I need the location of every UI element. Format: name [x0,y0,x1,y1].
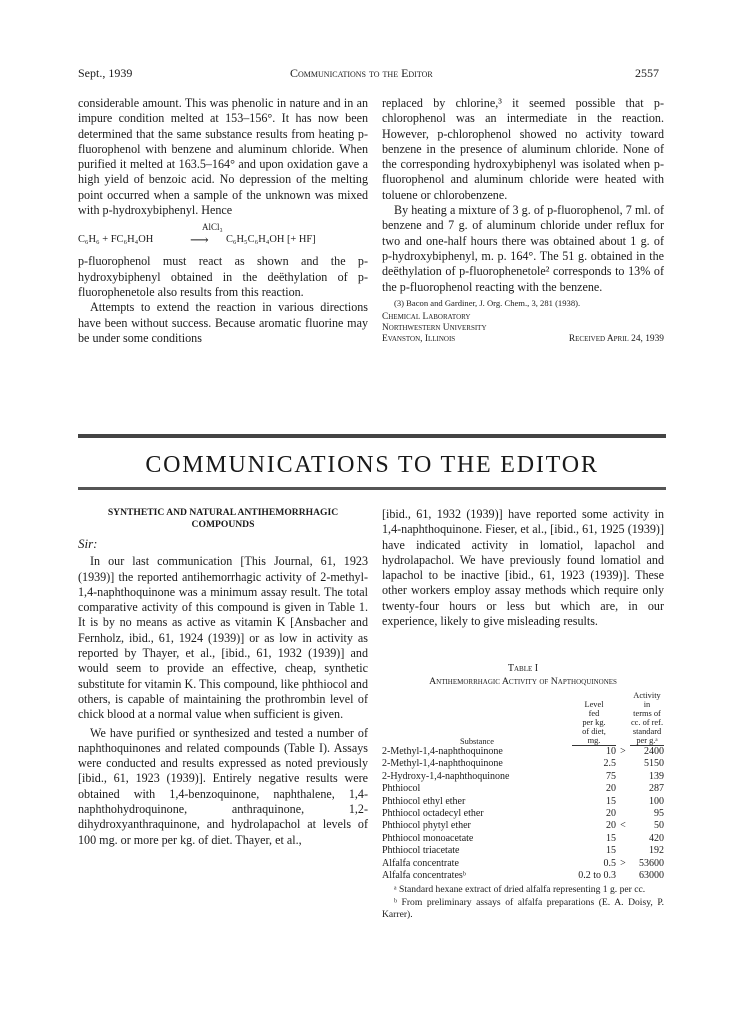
article-paragraph-1: In our last communication [This Journal, 61, 1923 (1939)] the reported antihemorrhagic activity of 2-methyl-1,4-naphthoquinone was a minimum assay result. The total comparative activity of this compound is given in Table 1. It is by no means as active as vitamin K [Ansbacher and Fernholz, ibid., 61, 1924 (1939)] or as low in activity as reported by Thayer, et al., [ibid., 61, 1932 (1939)] and would seem to provide an effective, cheap, synthetic substitute for vitamin K. This compound, like phthiocol and others, is capable of maintaining the prothrombin level of chick blood at a normal value when sufficient is given. [78,554,368,722]
data-table [382,691,664,882]
table-cell-substance: Alfalfa concentratesᵇ [382,870,466,882]
table-cell-level: 15 [606,832,616,844]
table-cell-level: 15 [606,845,616,857]
table-cell-operator: > [620,857,626,869]
prev-article-right-column [382,96,664,346]
table-cell-activity: 287 [649,783,664,795]
table-cell-operator [616,783,630,795]
reaction-equation [78,220,368,254]
article-title-line-2: COMPOUNDS [191,518,255,530]
table-title: Antihemorrhagic Activity of Napthoquinones [429,676,617,687]
prev-paragraph-4: replaced by chlorine,³ it seemed possible that p-chlorophenol was an intermediate in the reaction. However, p-chlorophenol showed no activity toward benzene in the presence of aluminum chloride. None of the corresponding hydroxybiphenyl was isolated when p-fluorophenol and aluminum chloride were heated with toluene or chlorobenzene. [382,96,664,202]
table-cell-level: 15 [606,795,616,807]
affiliation-line-3: Evanston, Illinois [382,333,456,344]
activity-header-line: terms of [633,709,661,718]
table-row [382,758,664,770]
table-footnote-b: ᵇ From preliminary assays of alfalfa preparations (E. A. Doisy, P. Karrer). [382,896,664,921]
table-cell-level: 0.5 [603,857,616,869]
article-right-column [382,507,664,629]
table-cell-substance: Phthiocol octadecyl ether [382,808,484,820]
section-title: COMMUNICATIONS TO THE EDITOR [145,452,599,478]
table-cell-operator [616,796,630,808]
header-date: Sept., 1939 [78,66,133,80]
level-header-line: Level [584,700,604,709]
table-cell-substance: 2-Methyl-1,4-naphthoquinone [382,746,503,757]
article-paragraph-2: We have purified or synthesized and tested a number of naphthoquinones and related compounds (Table I). Assays were conducted and results expressed as noted previously [ibid., 61, 1923 (1939)]. Entirely negative results were obtained with 1,4-benzoquinone, naphthalene, 1,4-naphthohydroquinone, anthraquinone, 1,2-dihydroxyanthraquinone, and hydrolapachol at levels of 100 mg. or more per kg. of diet. Thayer, et al., [78,725,368,847]
article-title [78,507,368,530]
table-row [382,870,664,882]
table-cell-activity: 420 [649,832,664,844]
table-cell-activity: 139 [649,770,664,782]
equation-products: C₆H₅C₆H₄OH [+ HF] [226,234,316,246]
table-cell-substance: Phthiocol monoacetate [382,832,474,844]
table-cell-level: 20 [606,820,616,832]
activity-header-line: per g.ᵃ [630,736,664,746]
table-footnote-a: ᵃ Standard hexane extract of dried alfalfa representing 1 g. per cc. [394,884,646,896]
activity-header-line: standard [632,727,662,736]
level-header-line: fed [588,709,600,718]
table-cell-activity: 5150 [644,758,664,770]
column-header-activity [630,691,664,746]
table-header-row [382,691,664,746]
table-cell-substance: 2-Hydroxy-1,4-naphthoquinone [382,770,510,782]
column-header-level [572,691,616,746]
table-cell-activity: 192 [649,845,664,857]
table-cell-operator [616,758,630,770]
article-title-line-1: SYNTHETIC AND NATURAL ANTIHEMORRHAGIC [107,507,339,518]
table-cell-activity: 95 [654,808,664,820]
table-cell-level: 10 [606,746,616,757]
table-row [382,808,664,820]
table-row [382,796,664,808]
article-left-column [78,507,368,848]
column-header-substance [382,691,572,746]
activity-header-line: cc. of ref. [630,718,664,727]
table-cell-activity: 63000 [639,870,664,882]
prev-paragraph-1: considerable amount. This was phenolic in nature and in an impure condition melted at 153–156°. It has now been determined that the same substance results from heating p-fluorophenol with benzene and aluminum chloride. When purified it melted at 163.5–164° and upon oxidation gave a high yield of benzoic acid. No depression of the melting point occurred when a sample of the unknown was mixed with p-hydroxybiphenyl. Hence [78,96,368,218]
table-row [382,820,664,832]
table-label: Table I [507,663,539,674]
table-cell-operator [616,808,630,820]
table-cell-substance: Phthiocol ethyl ether [382,795,466,807]
prev-footnote: (3) Bacon and Gardiner, J. Org. Chem., 3, 281 (1938). [394,297,581,308]
table-cell-activity: 50 [654,820,664,832]
level-header-line: per kg. [582,718,606,727]
table-cell-substance: Phthiocol triacetate [382,845,460,857]
table-cell-operator [616,833,630,845]
table-cell-level: 20 [606,783,616,795]
table-cell-operator [616,771,630,783]
table-row [382,845,664,857]
table-row [382,783,664,795]
level-header-line: of diet, [582,727,606,736]
table-row [382,833,664,845]
table-row [382,746,664,758]
salutation: Sir: [78,536,98,551]
table-cell-level: 0.2 to 0.3 [578,870,616,882]
prev-paragraph-3: Attempts to extend the reaction in various directions have been without success. Because aromatic fluorine may be under some conditions [78,300,368,345]
received-date: Received April 24, 1939 [568,333,664,344]
table-cell-activity: 100 [649,795,664,807]
affiliation-row [382,334,664,346]
article-paragraph-3: [ibid., 61, 1932 (1939)] have reported some activity in 1,4-naphthoquinone. Fieser, et al., [ibid., 61, 1925 (1939)] have indicated activity in lomatiol, lapachol and hydrolapachol. We have previously found lomatiol and lapachol to be inactive [ibid., 61, 1923 (1939)]. These other workers employ assay methods which require only twenty-four hours or less but which are, in our experience, likely to give misleading results. [382,507,664,629]
affiliation-line-2: Northwestern University [382,322,487,333]
prev-paragraph-5: By heating a mixture of 3 g. of p-fluorophenol, 7 ml. of benzene and 7 g. of aluminum chloride under reflux for two and one-half hours there was obtained about 1 g. of p-hydroxybiphenyl, m. p. 164°. The 51 g. obtained in the deëthylation of p-fluorophenetole² corresponds to 13% of the p-fluorophenol reacting with the benzene. [382,203,664,294]
table-cell-level: 75 [606,770,616,782]
table-cell-level: 2.5 [603,758,616,770]
table-cell-substance: Alfalfa concentrate [382,857,459,869]
section-rule-top [78,434,666,438]
table-row [382,858,664,870]
table-cell-substance: Phthiocol phytyl ether [382,820,471,832]
prev-article-left-column [78,96,368,346]
column-header-spacer [616,691,630,746]
table-cell-activity: 2400 [644,746,664,757]
table-cell-substance: Phthiocol [382,783,421,795]
level-header-line: mg. [572,736,616,746]
table-cell-level: 20 [606,808,616,820]
activity-header-line: Activity in [633,691,661,709]
substance-header-text: Substance [460,737,494,746]
table-cell-operator [616,845,630,857]
affiliation-line-1: Chemical Laboratory [382,311,471,322]
table-cell-operator: < [620,820,626,832]
equation-reactants: C₆H₆ + FC₆H₄OH [78,234,154,246]
table-cell-activity: 53600 [639,857,664,869]
table-row [382,771,664,783]
table-cell-operator: > [620,746,626,757]
section-rule-bottom [78,487,666,490]
table-block [382,662,664,922]
reaction-arrow-icon: ⟶ [190,232,209,248]
equation-catalyst: AlCl₃ [202,222,223,233]
header-page-number: 2557 [635,66,659,80]
table-cell-substance: 2-Methyl-1,4-naphthoquinone [382,758,503,770]
header-journal: Communications to the Editor [290,66,433,80]
prev-paragraph-2: p-fluorophenol must react as shown and the p-hydroxybiphenyl obtained in the deëthylation of p-fluorophenetole also results from this reaction. [78,254,368,299]
table-cell-operator [616,870,630,882]
